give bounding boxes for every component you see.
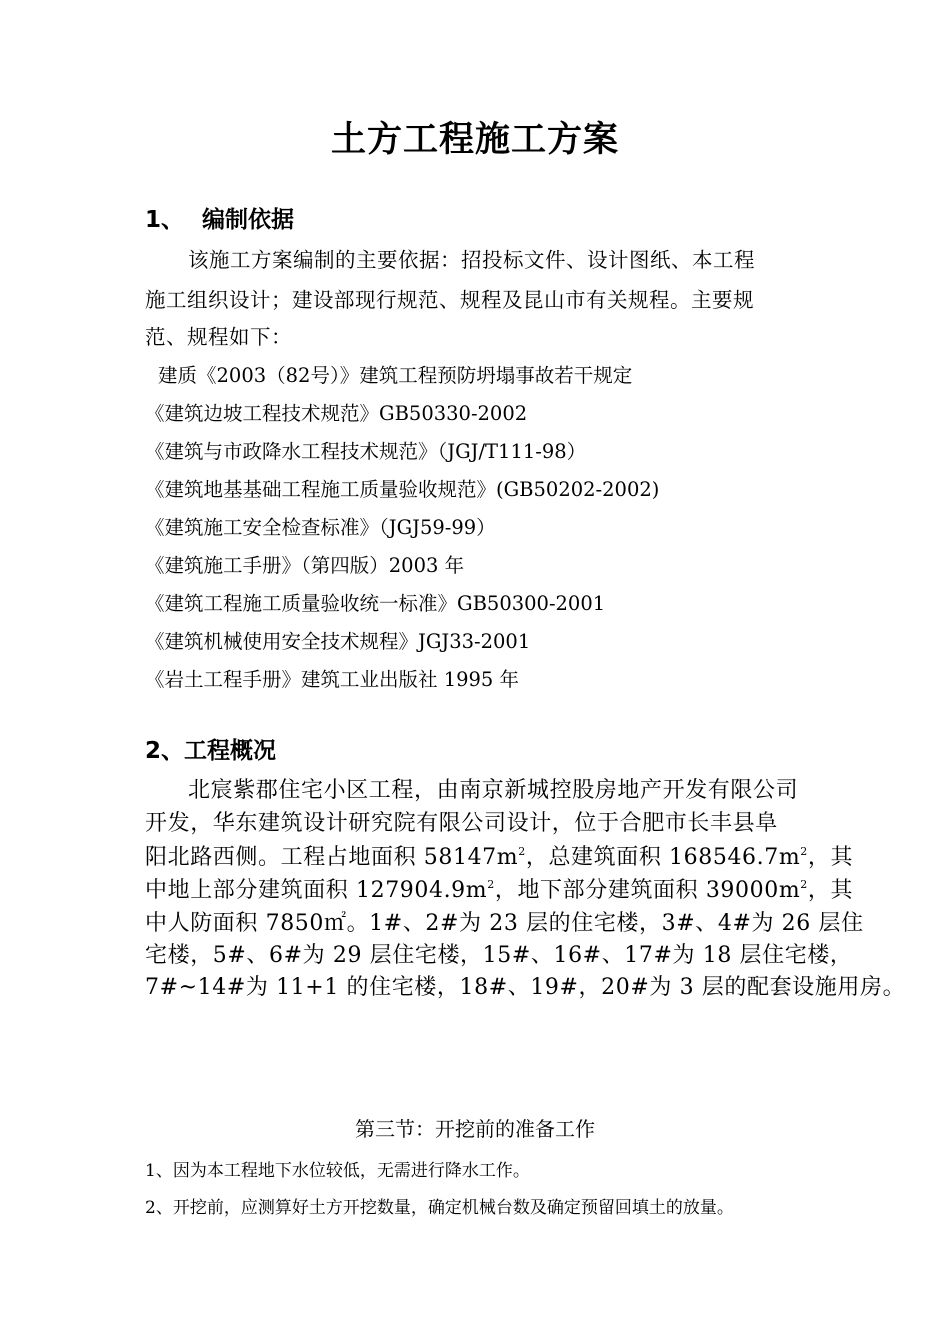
overview-line-7: 7#~14#为 11+1 的住宅楼，18#、19#，20#为 3 层的配套设施用房。 [145, 975, 906, 1000]
preparation-item: 2、开挖前，应测算好土方开挖数量，确定机械台数及确定预留回填土的放量。 [145, 1198, 734, 1218]
area-unit-superscript: 2 [800, 845, 808, 858]
overview-line-3-part-c: ，其 [807, 845, 854, 870]
reference-item: 《建筑施工安全检查标准》（JGJ59-99） [145, 516, 496, 539]
reference-item: 《建筑机械使用安全技术规程》JGJ33-2001 [145, 630, 531, 653]
overview-line-4-part-c: ，其 [807, 878, 854, 903]
area-unit-superscript: 2 [800, 878, 808, 891]
reference-item: 《建筑工程施工质量验收统一标准》GB50300-2001 [145, 592, 606, 615]
area-unit-superscript: 2 [518, 845, 526, 858]
overview-line-4 [145, 873, 853, 904]
overview-line-1: 北宸紫郡住宅小区工程，由南京新城控股房地产开发有限公司 [188, 778, 799, 803]
reference-item: 《岩土工程手册》建筑工业出版社 1995 年 [145, 668, 520, 691]
reference-item: 《建筑施工手册》（第四版）2003 年 [145, 554, 465, 577]
reference-item: 《建筑与市政降水工程技术规范》（JGJ/T111-98） [145, 440, 587, 463]
reference-item: 建质《2003（82号）》建筑工程预防坍塌事故若干规定 [158, 364, 633, 387]
overview-line-5: 中人防面积 7850㎡。1#、2#为 23 层的住宅楼，3#、4#为 26 层住 [145, 911, 864, 936]
area-unit-superscript: 2 [487, 878, 495, 891]
section-1-number: 1、 [145, 207, 185, 233]
overview-line-2: 开发，华东建筑设计研究院有限公司设计，位于合肥市长丰县阜 [145, 811, 778, 836]
preparation-item: 1、因为本工程地下水位较低，无需进行降水工作。 [145, 1161, 530, 1181]
document-title: 土方工程施工方案 [330, 120, 619, 160]
section-1-heading: 编制依据 [202, 207, 294, 233]
overview-line-3 [145, 840, 853, 871]
overview-line-3-part-b: ，总建筑面积 168546.7m [525, 845, 801, 870]
section-1-intro-line-1: 该施工方案编制的主要依据：招投标文件、设计图纸、本工程 [188, 248, 755, 272]
overview-line-3-part-a: 阳北路西侧。工程占地面积 58147m [145, 845, 519, 870]
reference-item: 《建筑地基基础工程施工质量验收规范》(GB50202-2002) [145, 478, 660, 501]
overview-line-4-part-a: 中地上部分建筑面积 127904.9m [145, 878, 488, 903]
overview-line-6: 宅楼，5#、6#为 29 层住宅楼，15#、16#、17#为 18 层住宅楼， [145, 943, 853, 968]
reference-item: 《建筑边坡工程技术规范》GB50330-2002 [145, 402, 528, 425]
section-2-heading: 2、工程概况 [145, 738, 277, 764]
section-1-intro-line-3: 范、规程如下： [145, 325, 292, 349]
overview-line-4-part-b: ，地下部分建筑面积 39000m [494, 878, 801, 903]
section-1-intro-line-2: 施工组织设计；建设部现行规范、规程及昆山市有关规程。主要规 [145, 288, 754, 312]
section-3-heading: 第三节：开挖前的准备工作 [355, 1117, 595, 1141]
